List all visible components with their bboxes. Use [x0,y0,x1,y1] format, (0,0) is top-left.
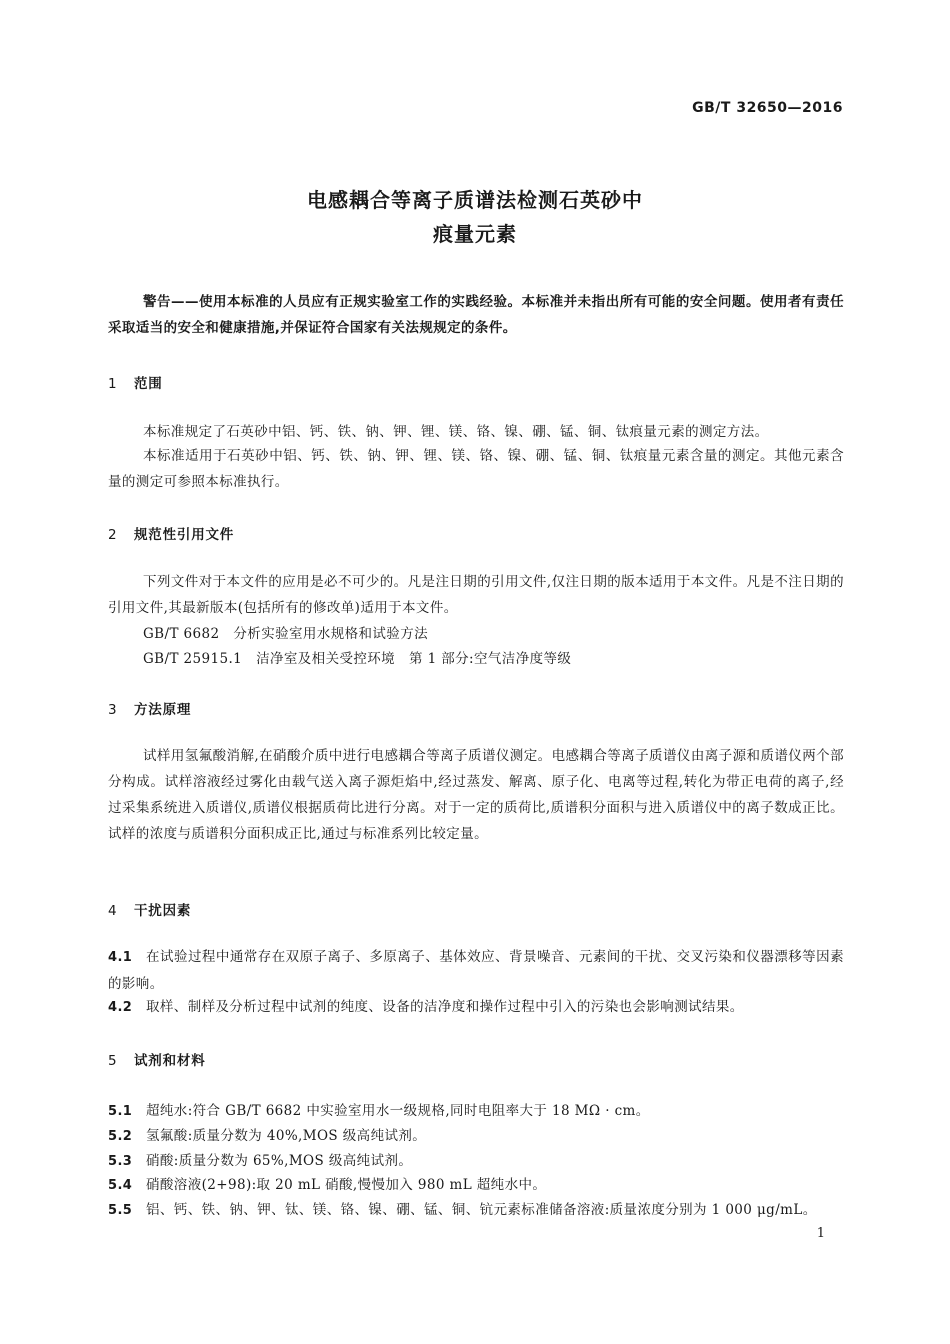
page-number: 1 [816,1226,825,1241]
clause-text: 超纯水:符合 GB/T 6682 中实验室用水一级规格,同时电阻率大于 18 MΩ · cm。 [146,1103,650,1119]
reference-item: GB/T 25915.1 洁净室及相关受控环境 第 1 部分:空气洁净度等级 [143,651,572,667]
references-paragraph: 下列文件对于本文件的应用是必不可少的。凡是注日期的引用文件,仅注日期的版本适用于本文件。凡是不注日期的引用文件,其最新版本(包括所有的修改单)适用于本文件。 [108,574,844,616]
clause-item [108,1173,844,1193]
clause-number: 5.3 [108,1154,133,1169]
clause-number: 4.1 [108,950,133,965]
clause-text: 取样、制样及分析过程中试剂的纯度、设备的洁净度和操作过程中引入的污染也会影响测试结果。 [146,999,744,1015]
section-title: 试剂和材料 [134,1053,206,1069]
section-heading-principle [108,698,191,718]
principle-paragraph: 试样用氢氟酸消解,在硝酸介质中进行电感耦合等离子质谱仪测定。电感耦合等离子质谱仪由离子源和质谱仪两个部分构成。试样溶液经过雾化由载气送入离子源炬焰中,经过蒸发、解离、原子化、电离等过程,转化为带正电荷的离子,经过采集系统进入质谱仪,质谱仪根据质荷比进行分离。对于一定的质荷比,质谱积分面积与进入质谱仪中的离子数成正比。试样的浓度与质谱积分面积成正比,通过与标准系列比较定量。 [108,748,844,842]
clause-number: 5.5 [108,1203,133,1218]
scope-paragraph-1: 本标准规定了石英砂中铝、钙、铁、钠、钾、锂、镁、铬、镍、硼、锰、铜、钛痕量元素的测定方法。 [143,424,769,440]
clause-item [108,1099,844,1119]
clause-item [108,1149,844,1169]
clause-item [108,1124,844,1144]
section-number: 3 [108,702,118,718]
warning-paragraph: 警告——使用本标准的人员应有正规实验室工作的实践经验。本标准并未指出所有可能的安全问题。使用者有责任采取适当的安全和健康措施,并保证符合国家有关法规规定的条件。 [108,294,844,336]
section-number: 1 [108,376,118,392]
clause-text: 铝、钙、铁、钠、钾、钛、镁、铬、镍、硼、锰、铜、钪元素标准储备溶液:质量浓度分别为 1 000 μg/mL。 [146,1202,817,1218]
reference-item: GB/T 6682 分析实验室用水规格和试验方法 [143,626,429,642]
clause-number: 5.2 [108,1129,133,1144]
section-number: 2 [108,527,118,543]
section-title: 方法原理 [134,702,192,718]
section-title: 规范性引用文件 [134,527,235,543]
standard-number: GB/T 32650—2016 [692,100,843,116]
section-heading-scope [108,372,163,392]
clause-item [108,944,844,997]
section-heading-reagents [108,1049,206,1069]
clause-text: 氢氟酸:质量分数为 40%,MOS 级高纯试剂。 [146,1128,427,1144]
section-heading-normative-references [108,523,234,543]
clause-text: 硝酸:质量分数为 65%,MOS 级高纯试剂。 [146,1153,413,1169]
clause-text: 硝酸溶液(2+98):取 20 mL 硝酸,慢慢加入 980 mL 超纯水中。 [146,1177,547,1193]
clause-number: 5.4 [108,1178,133,1193]
document-title-line1: 电感耦合等离子质谱法检测石英砂中 [307,188,643,212]
section-title: 范围 [134,376,163,392]
section-heading-interference [108,899,191,919]
section-number: 4 [108,903,118,919]
clause-text: 在试验过程中通常存在双原子离子、多原离子、基体效应、背景噪音、元素间的干扰、交叉污染和仪器漂移等因素的影响。 [108,949,844,992]
clause-number: 5.1 [108,1104,133,1119]
document-title-line2: 痕量元素 [433,222,517,246]
section-title: 干扰因素 [134,903,192,919]
clause-number: 4.2 [108,1000,133,1015]
scope-paragraph-2: 本标准适用于石英砂中铝、钙、铁、钠、钾、锂、镁、铬、镍、硼、锰、铜、钛痕量元素含量的测定。其他元素含量的测定可参照本标准执行。 [108,448,844,490]
section-number: 5 [108,1053,118,1069]
clause-item [108,994,844,1021]
clause-item [108,1198,844,1218]
